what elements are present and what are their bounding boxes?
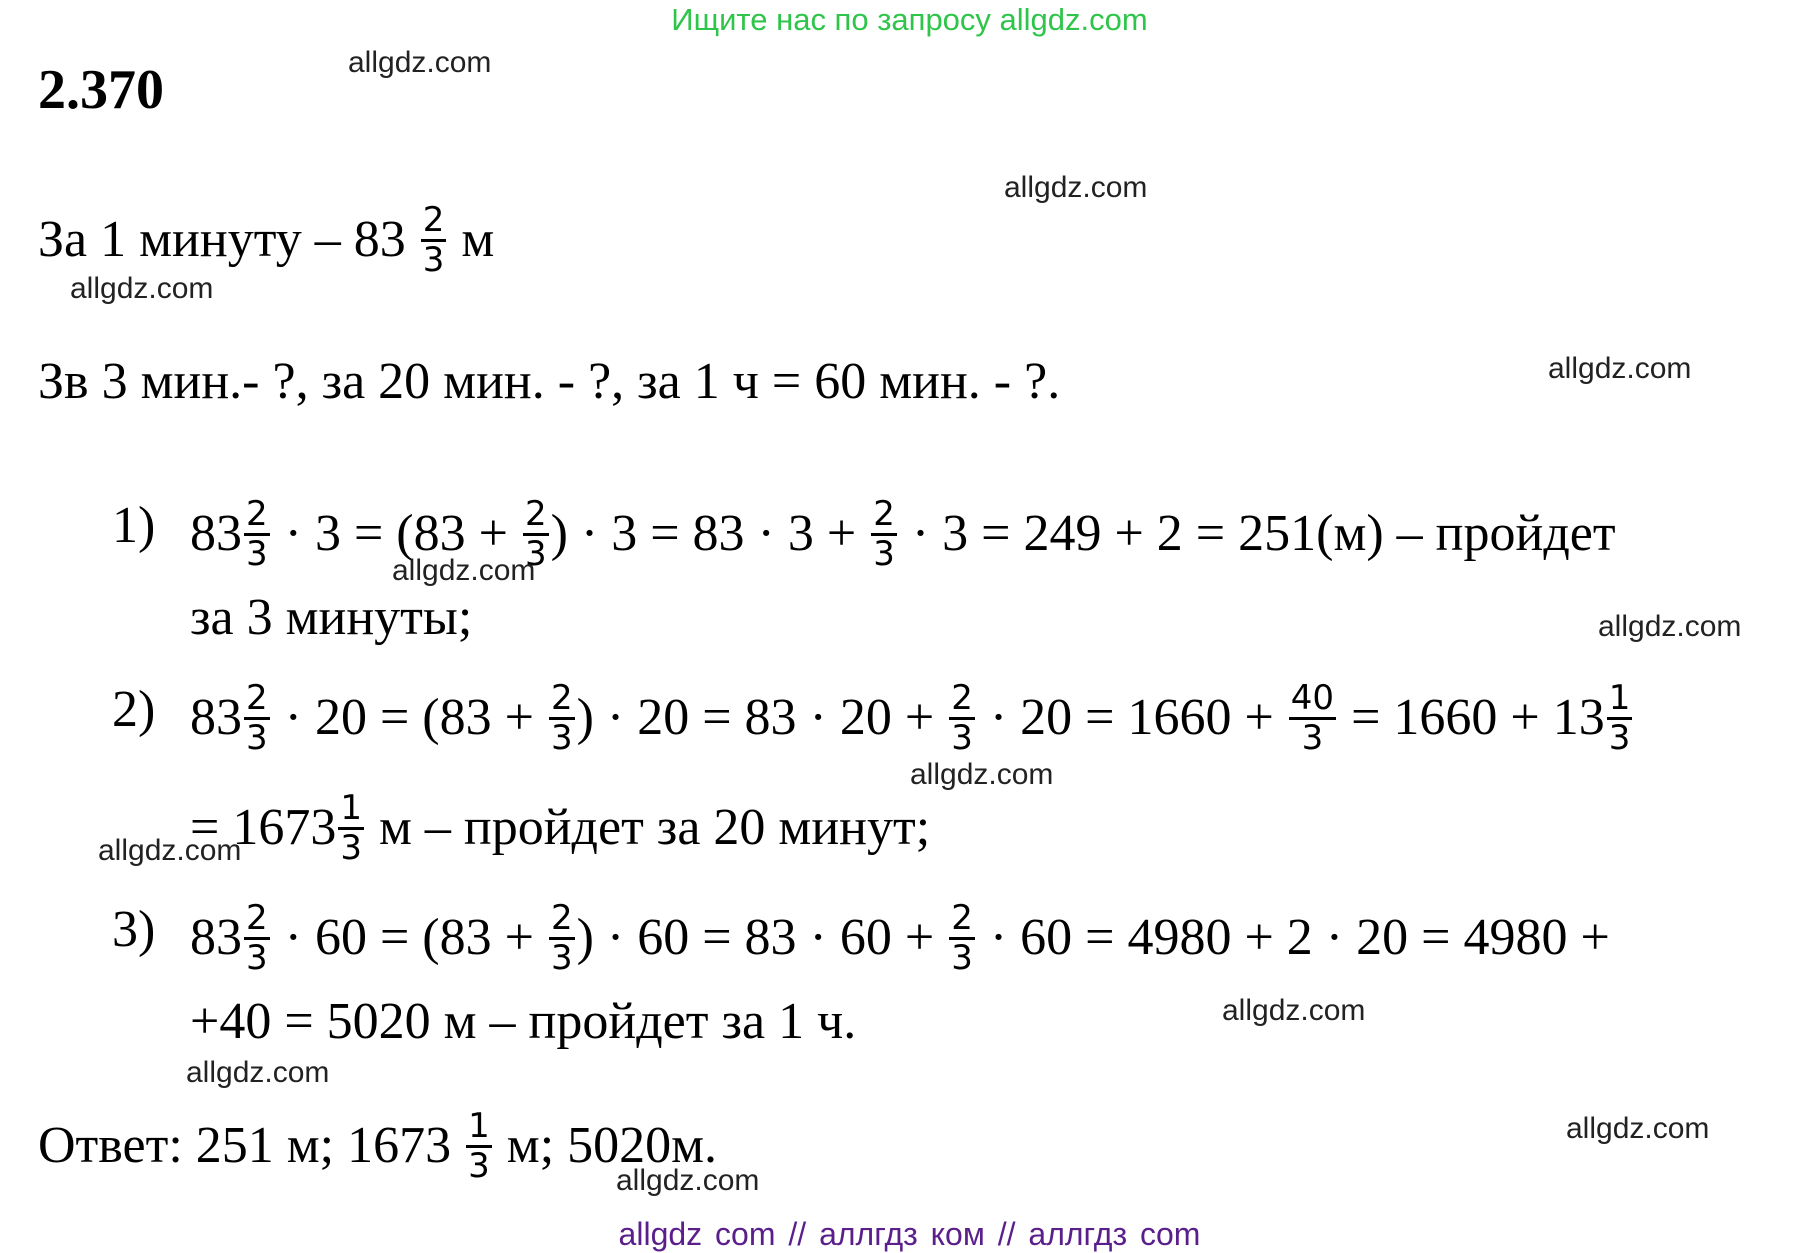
fraction: $\frac{1}{3}$ [340,788,362,868]
fraction: $\frac{2}{3}$ [524,494,547,574]
answer-fraction: $\frac{1}{3}$ [468,1106,490,1186]
fraction: $\frac{2}{3}$ [873,494,895,574]
given-speed [38,200,495,282]
step-3-label: 3) [112,901,156,958]
given-speed-fraction: $\frac{2}{3}$ [422,200,445,280]
expr-text: ) · 3 = 83 · 3 + [550,505,870,563]
expr-text: · 60 = (83 + [271,909,547,967]
watermark: allgdz.com [70,272,214,305]
watermark: allgdz.com [392,554,536,587]
watermark: allgdz.com [98,834,242,867]
expr-text: · 60 = 4980 + 2 · 20 = 4980 + [976,909,1610,967]
fraction: $\frac{2}{3}$ [246,898,268,978]
expr-text: · 20 = (83 + [271,689,547,747]
fraction: $\frac{2}{3}$ [550,898,573,978]
step-1-line-2 [190,589,473,646]
top-banner: Ищите нас по запросу allgdz.com [671,2,1148,37]
expr-text: = 1660 + 13 [1338,689,1605,747]
watermark: allgdz.com [1566,1112,1710,1145]
fraction: $\frac{1}{3}$ [1608,678,1631,758]
expr-text: +40 = 5020 м – пройдет за 1 ч. [190,993,857,1050]
fraction: $\frac{2}{3}$ [550,678,573,758]
expr-text: 83 [190,505,242,563]
step-1-label: 1) [112,497,156,554]
expr-text: 83 [190,909,242,967]
step-3-line-2 [190,993,857,1050]
expr-text: ) · 20 = 83 · 20 + [576,689,948,747]
fraction: $\frac{2}{3}$ [951,898,973,978]
fraction: $\frac{40}{3}$ [1290,678,1335,758]
question-line: Зв 3 мин.- ?, за 20 мин. - ?, за 1 ч = 60 мин. - ?. [38,353,1061,410]
given-speed-unit: м [461,211,495,269]
watermark: allgdz.com [910,758,1054,791]
watermark: allgdz.com [1548,352,1692,385]
fraction: $\frac{2}{3}$ [951,678,973,758]
watermark: allgdz.com [348,46,492,79]
watermark: allgdz.com [1004,171,1148,204]
fraction: $\frac{2}{3}$ [246,494,268,574]
expr-text: м – пройдет за 20 минут; [365,799,931,857]
answer-suffix: м; 5020м. [506,1117,718,1175]
fraction: $\frac{2}{3}$ [246,678,268,758]
expr-text: = 1673 [190,799,337,857]
answer-prefix: Ответ: 251 м; 1673 [38,1117,452,1175]
watermark: allgdz.com [616,1164,760,1197]
watermark: allgdz.com [1598,610,1742,643]
problem-number: 2.370 [38,59,164,121]
bottom-banner: allgdz com // аллгдз ком // аллгдз com [618,1216,1201,1252]
expr-text: ) · 60 = 83 · 60 + [576,909,948,967]
expr-text: · 20 = 1660 + [976,689,1287,747]
expr-text: · 3 = 249 + 2 = 251(м) – пройдет [898,505,1616,563]
step-2-label: 2) [112,681,156,738]
expr-text: 83 [190,689,242,747]
step-2-line-1 [190,678,1634,760]
expr-text: · 3 = (83 + [271,505,521,563]
step-3-line-1 [190,898,1610,980]
watermark: allgdz.com [186,1056,330,1089]
given-speed-prefix: За 1 минуту – 83 [38,211,406,269]
step-2-line-2 [190,788,931,870]
watermark: allgdz.com [1222,994,1366,1027]
expr-text: за 3 минуты; [190,589,473,646]
